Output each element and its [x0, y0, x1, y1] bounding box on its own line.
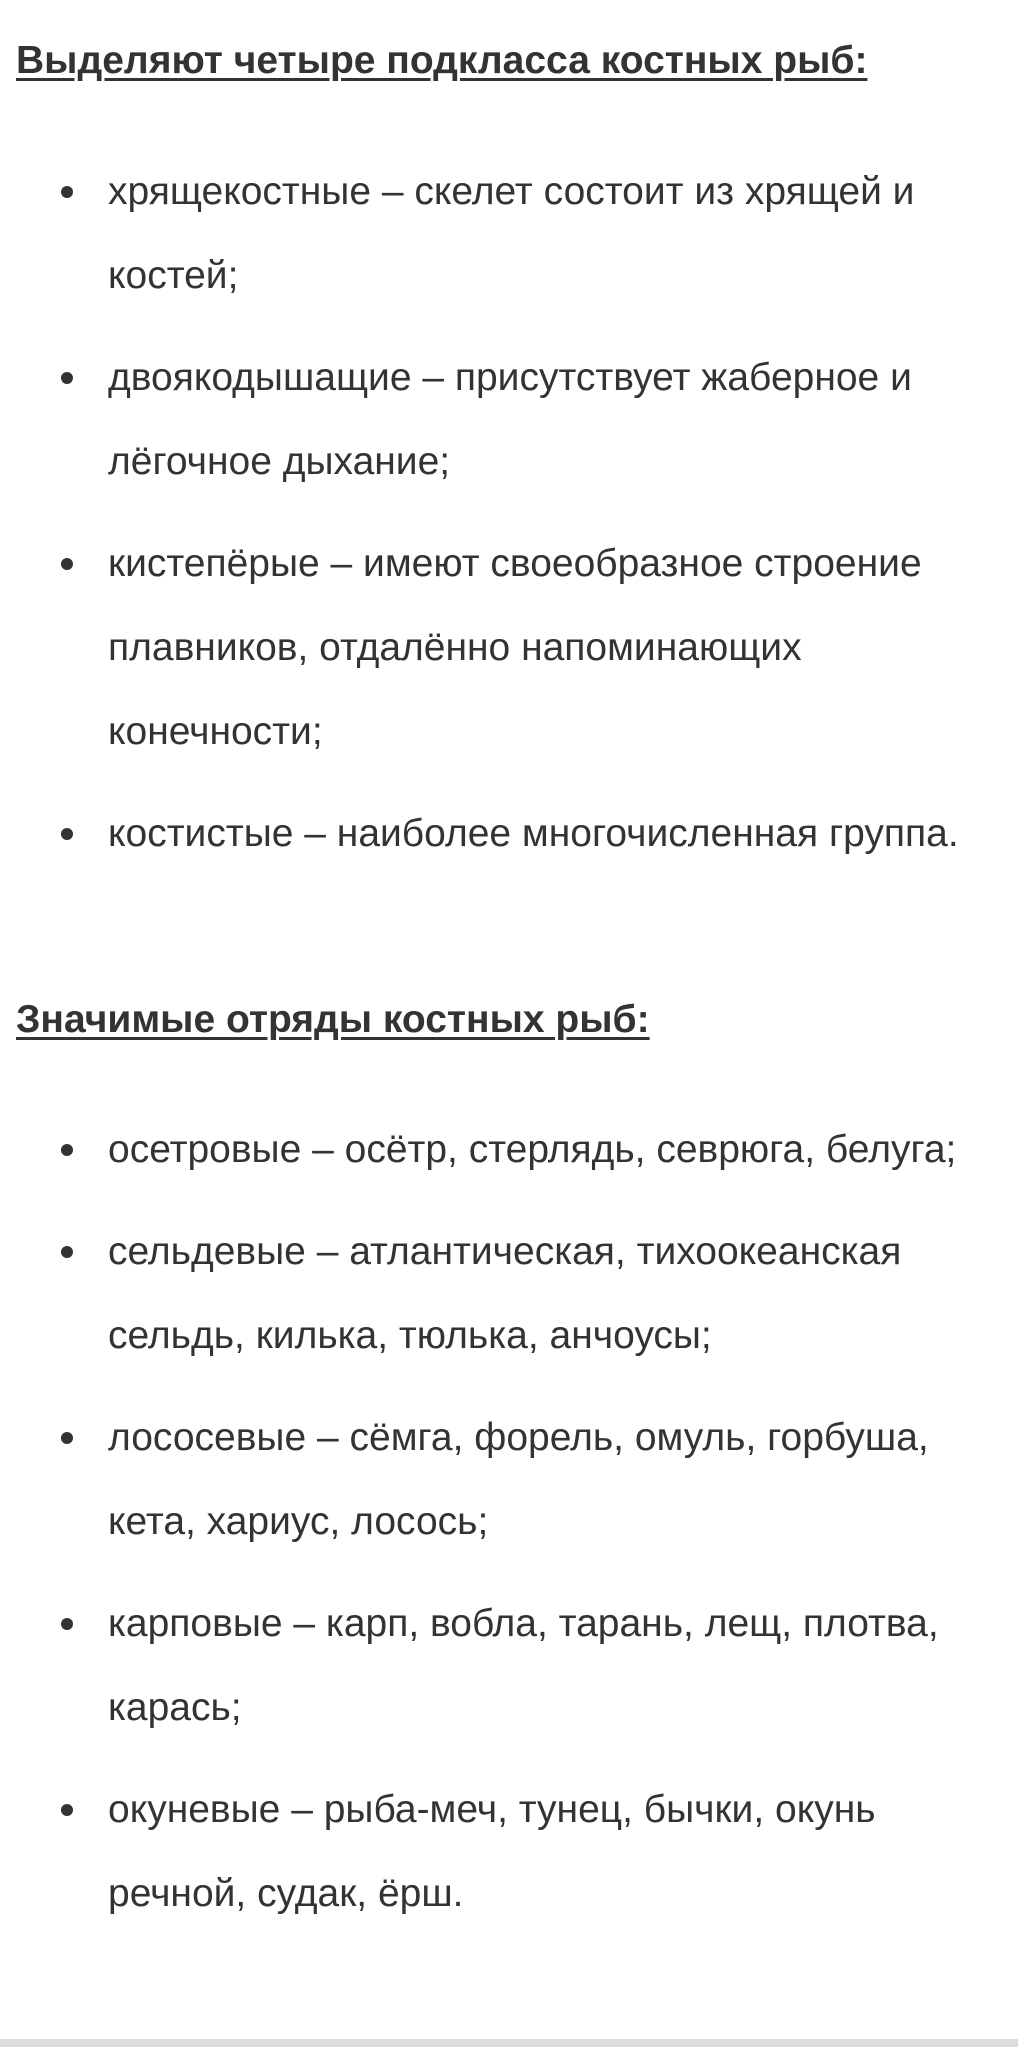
- bullet-icon: [61, 186, 73, 198]
- list-item-text: лососевые – сёмга, форель, омуль, горбуша, кета, хариус, лосось;: [108, 1416, 929, 1543]
- list-item: [0, 1108, 1018, 1192]
- list-item: [0, 1582, 1018, 1750]
- list-item: [0, 336, 1018, 504]
- list-item: [0, 1768, 1018, 1936]
- bullet-icon: [61, 558, 73, 570]
- subclasses-heading: Выделяют четыре подкласса костных рыб:: [16, 39, 868, 82]
- list-item-text: сельдевые – атлантическая, тихоокеанская сельдь, килька, тюлька, анчоусы;: [108, 1230, 902, 1357]
- bullet-icon: [61, 1144, 73, 1156]
- list-item: [0, 1210, 1018, 1378]
- list-item-text: двоякодышащие – присутствует жаберное и лёгочное дыхание;: [108, 356, 912, 483]
- bottom-divider: [0, 2039, 1018, 2047]
- list-item-text: хрящекостные – скелет состоит из хрящей и костей;: [108, 170, 915, 297]
- list-item: [0, 150, 1018, 318]
- bullet-icon: [61, 372, 73, 384]
- list-item-text: карповые – карп, вобла, тарань, лещ, плотва, карась;: [108, 1602, 939, 1729]
- bullet-icon: [61, 828, 73, 840]
- list-item-text: кистепёрые – имеют своеобразное строение плавников, отдалённо напоминающих конечности;: [108, 542, 922, 753]
- list-item: [0, 522, 1018, 774]
- orders-list: [0, 1108, 1018, 1954]
- orders-heading: Значимые отряды костных рыб:: [16, 998, 650, 1041]
- subclasses-list: [0, 150, 1018, 894]
- list-item: [0, 1396, 1018, 1564]
- bullet-icon: [61, 1246, 73, 1258]
- bullet-icon: [61, 1804, 73, 1816]
- list-item-text: костистые – наиболее многочисленная группа.: [108, 812, 959, 855]
- list-item-text: осетровые – осётр, стерлядь, севрюга, белуга;: [108, 1128, 957, 1171]
- list-item-text: окуневые – рыба-меч, тунец, бычки, окунь речной, судак, ёрш.: [108, 1788, 876, 1915]
- bullet-icon: [61, 1432, 73, 1444]
- bullet-icon: [61, 1618, 73, 1630]
- list-item: [0, 792, 1018, 876]
